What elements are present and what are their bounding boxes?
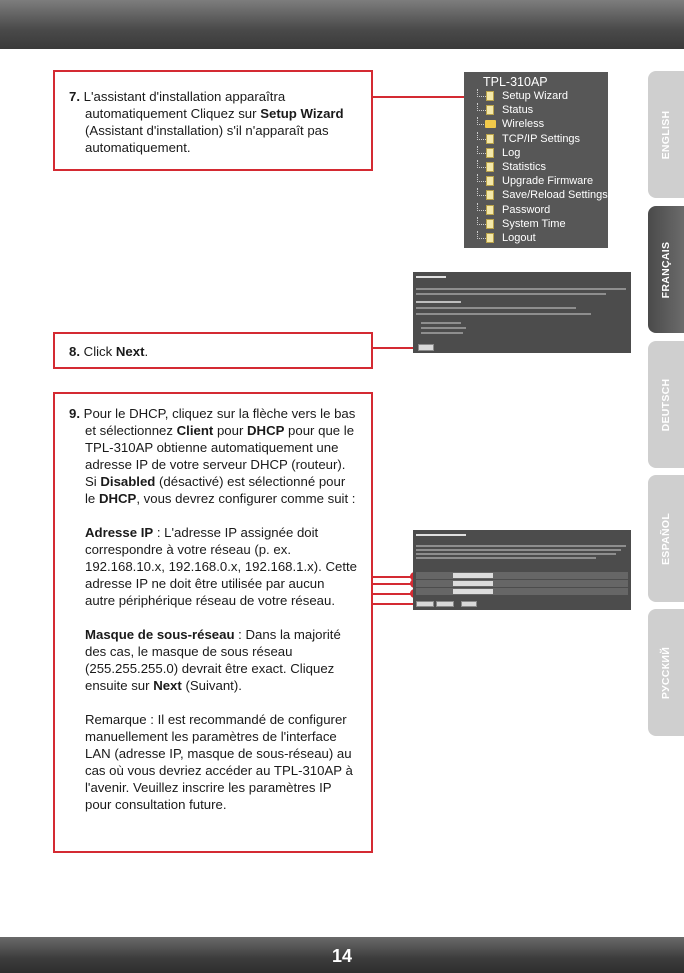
step-7-box — [53, 70, 373, 171]
tab-espanol[interactable]: ESPAÑOL — [648, 475, 684, 602]
menu-item-log[interactable]: Log — [472, 146, 608, 160]
step-8-connector — [373, 347, 418, 349]
page-icon — [486, 190, 494, 200]
menu-item-password[interactable]: Password — [472, 203, 608, 217]
page-icon — [486, 148, 494, 158]
step-9-subnet-mask: Masque de sous-réseau : Dans la majorité des cas, le masque de sous réseau (255.255.255.0) devrait être exact. Cliquez ensuite sur Next (Suivant). — [85, 627, 341, 693]
tab-deutsch[interactable]: DEUTSCH — [648, 341, 684, 468]
step-9-box — [53, 392, 373, 853]
page-icon — [486, 105, 494, 115]
tab-russian[interactable]: РУССКИЙ — [648, 609, 684, 736]
next-button[interactable] — [418, 344, 434, 351]
page-icon — [486, 205, 494, 215]
step-9-ip-address: Adresse IP : L'adresse IP assignée doit correspondre à votre réseau (p. ex. 192.168.10.x, 192.168.0.x, 192.168.1.x). Cette adresse IP ne doit être utilisée par aucun autre périphérique réseau de votre réseau. — [85, 525, 358, 608]
setup-wizard-screenshot — [413, 272, 631, 353]
menu-item-status[interactable]: Status — [472, 103, 608, 117]
menu-item-logout[interactable]: Logout — [472, 231, 608, 245]
menu-item-statistics[interactable]: Statistics — [472, 160, 608, 174]
menu-item-wireless[interactable]: Wireless — [472, 117, 608, 131]
subnet-mask-field[interactable] — [453, 581, 493, 586]
step-9-paragraph-1: 9. Pour le DHCP, cliquez sur la flèche vers le bas et sélectionnez Client pour DHCP pour que le TPL-310AP obtienne automatiquement une adresse IP de votre serveur DHCP (routeur). Si Disabled (désactivé) est sélectionné pour le DHCP, vous devrez configurer comme suit : — [69, 406, 356, 506]
lan-settings-screenshot — [413, 530, 631, 610]
folder-icon — [485, 120, 496, 128]
next-button[interactable] — [461, 601, 477, 607]
page-number: 14 — [331, 946, 353, 966]
menu-item-setup-wizard[interactable]: Setup Wizard — [472, 89, 608, 103]
menu-screenshot — [464, 72, 608, 248]
ip-address-field[interactable] — [453, 573, 493, 578]
back-button[interactable] — [416, 601, 434, 607]
cancel-button[interactable] — [436, 601, 454, 607]
page-icon — [486, 219, 494, 229]
page-icon — [486, 162, 494, 172]
tab-english[interactable]: ENGLISH — [648, 71, 684, 198]
step-9-note: Remarque : Il est recommandé de configurer manuellement les paramètres de l'interface LAN (adresse IP, masque de sous-réseau) au cas où vous devriez accéder au TPL-310AP à l'avenir. Veuillez inscrire les paramètres IP pour consultation future. — [85, 712, 353, 812]
step-8-text: 8. Click Next. — [69, 344, 149, 359]
page-icon — [486, 91, 494, 101]
page-icon — [486, 176, 494, 186]
page-icon — [486, 134, 494, 144]
menu-item-system-time[interactable]: System Time — [472, 217, 608, 231]
tab-francais[interactable]: FRANÇAIS — [648, 206, 684, 333]
menu-item-upgrade-firmware[interactable]: Upgrade Firmware — [472, 174, 608, 188]
dhcp-select[interactable] — [453, 589, 493, 594]
page-icon — [486, 233, 494, 243]
menu-item-tcpip-settings[interactable]: TCP/IP Settings — [472, 132, 608, 146]
header-bar — [0, 0, 684, 49]
step-8-box — [53, 332, 373, 369]
step-7-text: 7. L'assistant d'installation apparaîtra automatiquement Cliquez sur Setup Wizard (Assistant d'installation) s'il n'apparaît pas automatiquement. — [69, 89, 344, 155]
menu-title: TPL-310AP — [483, 75, 548, 89]
menu-item-save-reload[interactable]: Save/Reload Settings — [472, 188, 608, 202]
